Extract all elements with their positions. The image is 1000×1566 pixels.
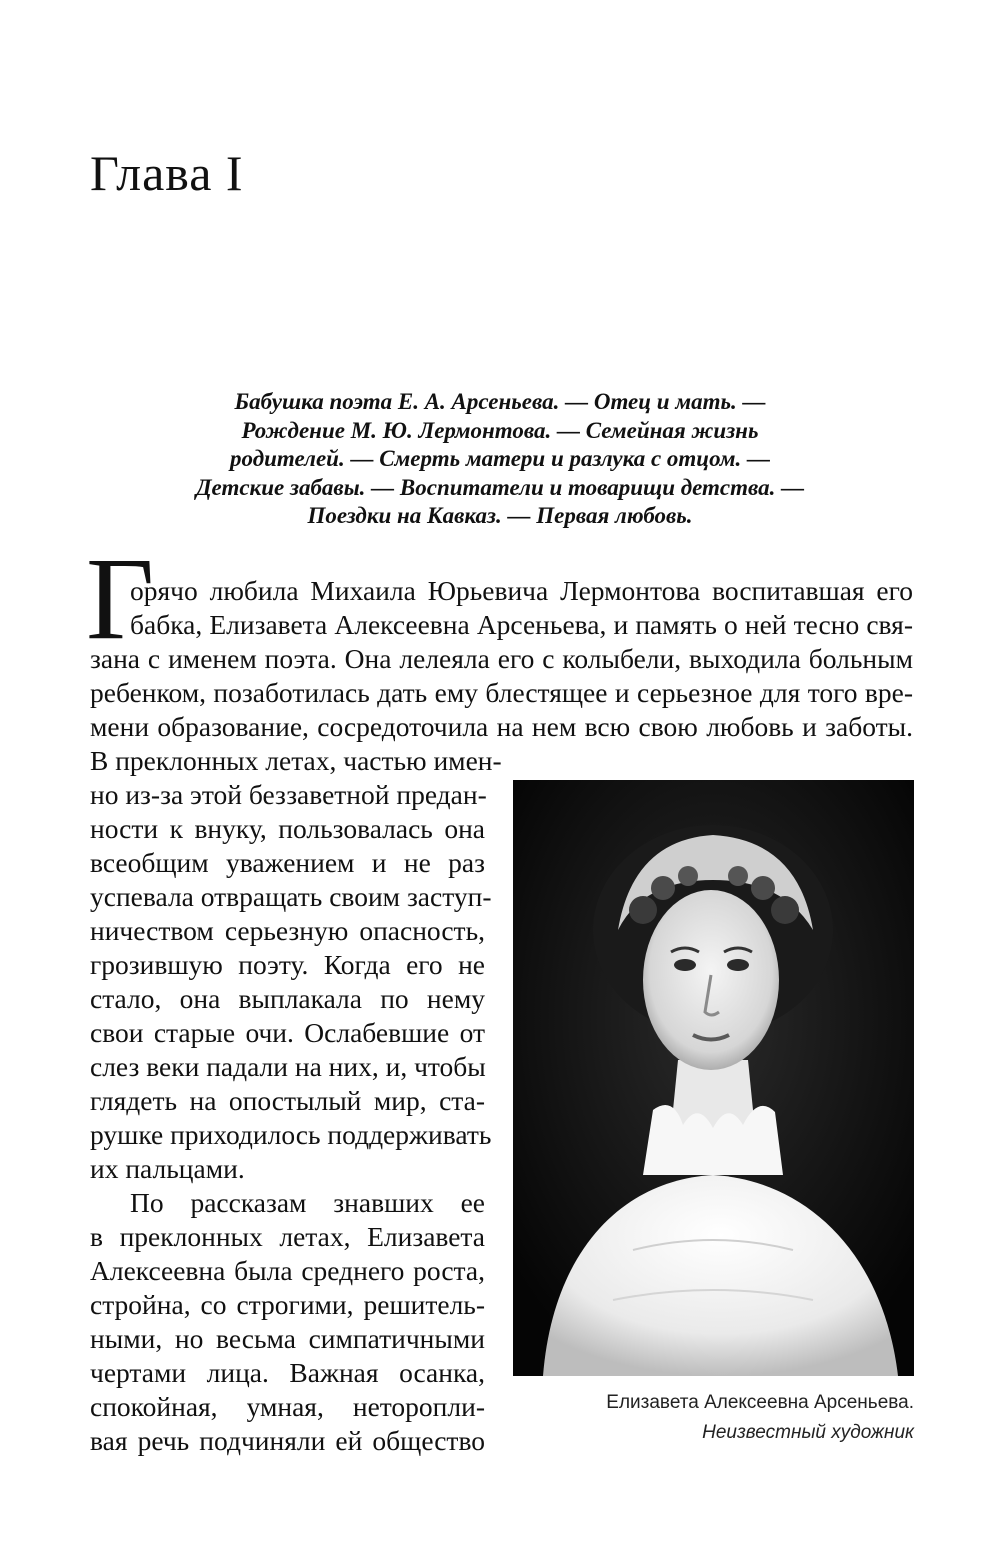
body-line: слез веки падали на них, и, чтобы [90, 1051, 486, 1082]
body-line: мени образование, сосредоточила на нем всю свою любовь и заботы. [90, 711, 913, 742]
body-line: стройна, со строгими, решитель- [90, 1289, 485, 1320]
portrait-illustration [513, 780, 914, 1376]
body-line: ничеством серьезную опасность, [90, 915, 485, 946]
epigraph-line: Рождение М. Ю. Лермонтова. — Семейная жизнь [241, 417, 759, 443]
epigraph-line: Бабушка поэта Е. А. Арсеньева. — Отец и мать. — [234, 389, 766, 414]
drop-cap: Г [86, 533, 155, 664]
epigraph-line: родителей. — Смерть матери и разлука с отцом. — [230, 446, 770, 471]
epigraph-line: Детские забавы. — Воспитатели и товарищи детства. — [195, 474, 805, 500]
body-line: их пальцами. [90, 1153, 245, 1184]
portrait-image [513, 780, 914, 1376]
body-line: всеобщим уважением и не раз [90, 847, 485, 878]
body-line: стало, она выплакала по нему [90, 983, 485, 1014]
body-line: глядеть на опостылый мир, ста- [90, 1085, 485, 1116]
body-line: чертами лица. Важная осанка, [90, 1357, 485, 1388]
body-line: ными, но весьма симпатичными [90, 1323, 485, 1354]
body-line: По рассказам знавших ее [130, 1187, 485, 1218]
chapter-epigraph [120, 388, 880, 531]
body-line: свои старые очи. Ослабевшие от [90, 1017, 485, 1048]
figure-caption-artist: Неизвестный художник [702, 1422, 914, 1443]
body-line: ребенком, позаботилась дать ему блестящее и серьезное для того вре- [90, 677, 913, 708]
figure-caption-name: Елизавета Алексеевна Арсеньева. [606, 1392, 914, 1413]
chapter-title: Глава I [90, 145, 244, 201]
body-line: зана с именем поэта. Она лелеяла его с колыбели, выходила больным [90, 643, 913, 674]
body-line: грозившую поэту. Когда его не [90, 949, 485, 980]
body-line: бабка, Елизавета Алексеевна Арсеньева, и память о ней тесно свя- [130, 609, 913, 640]
body-line: вая речь подчиняли ей общество [90, 1425, 485, 1456]
body-line: ности к внуку, пользовалась она [90, 813, 485, 844]
epigraph-line: Поездки на Кавказ. — Первая любовь. [307, 503, 693, 528]
body-line: Алексеевна была среднего роста, [90, 1255, 485, 1286]
body-line: спокойная, умная, неторопли- [90, 1391, 485, 1422]
body-line: В преклонных летах, частью имен- [90, 745, 502, 776]
body-line: но из-за этой беззаветной предан- [90, 779, 487, 810]
body-line: рушке приходилось поддерживать [90, 1119, 492, 1150]
body-line: успевала отвращать своим заступ- [90, 881, 492, 912]
body-line: орячо любила Михаила Юрьевича Лермонтова воспитавшая его [130, 575, 913, 606]
body-line: в преклонных летах, Елизавета [90, 1221, 485, 1252]
